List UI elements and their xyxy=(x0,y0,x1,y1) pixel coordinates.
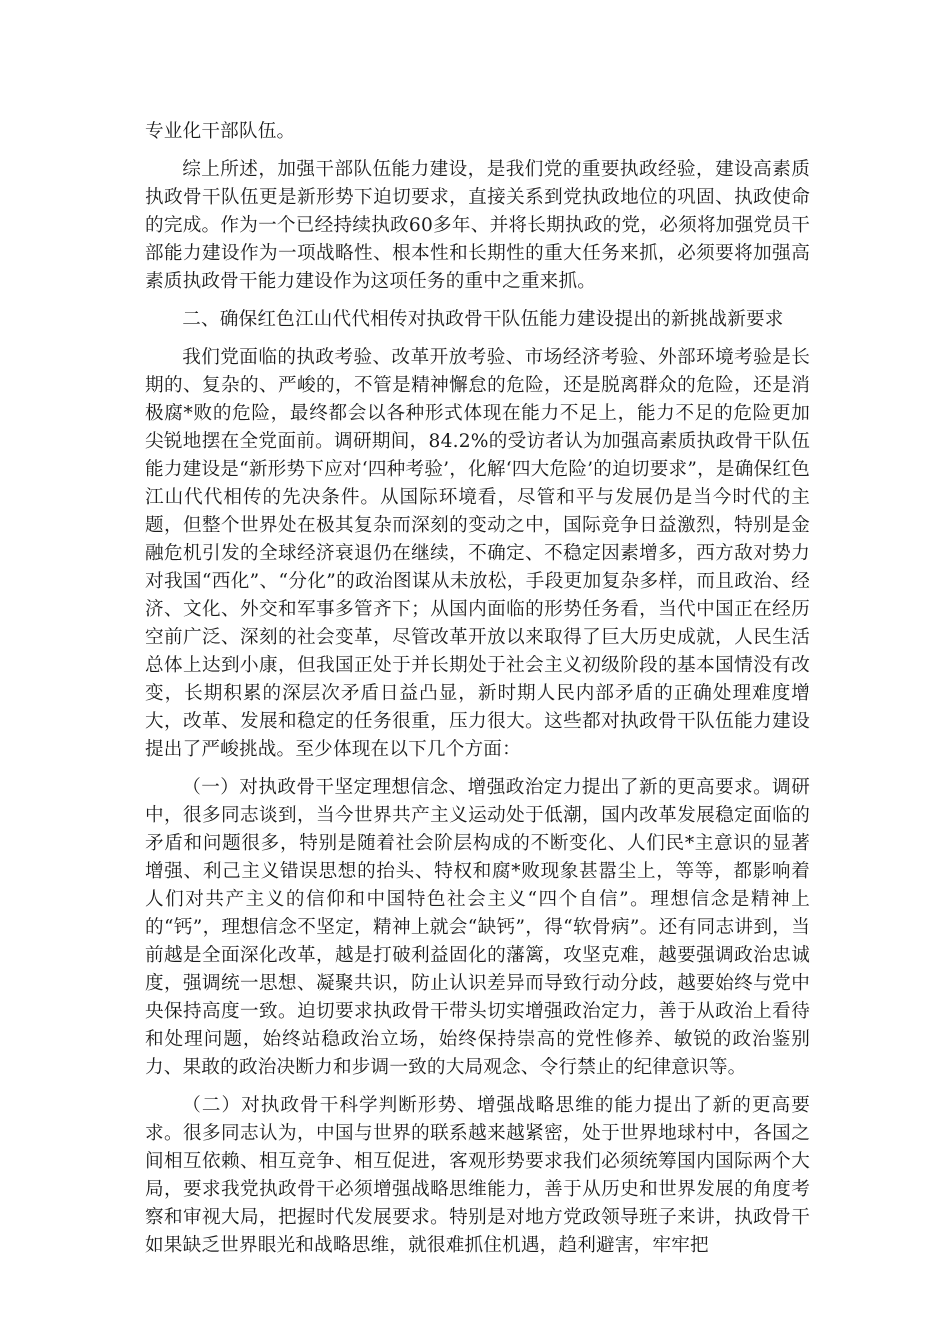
paragraph-challenges: 我们党面临的执政考验、改革开放考验、市场经济考验、外部环境考验是长期的、复杂的、严峻的，不管是精神懈怠的危险，还是脱离群众的危险，还是消极腐*败的危险，最终都会以各种形式体现在能力不足上，能力不足的危险更加尖锐地摆在全党面前。调研期间，84.2%的受访者认为加强高素质执政骨干队伍能力建设是“新形势下应对‘四种考验’，化解‘四大危险’的迫切要求”，是确保红色江山代代相传的先决条件。从国际环境看，尽管和平与发展仍是当今时代的主题，但整个世界处在极其复杂而深刻的变动之中，国际竞争日益激烈，特别是金融危机引发的全球经济衰退仍在继续，不确定、不稳定因素增多，西方敌对势力对我国“西化”、“分化”的政治图谋从未放松，手段更加复杂多样，而且政治、经济、文化、外交和军事多管齐下；从国内面临的形势任务看，当代中国正在经历空前广泛、深刻的社会变革，尽管改革开放以来取得了巨大历史成就，人民生活总体上达到小康，但我国正处于并长期处于社会主义初级阶段的基本国情没有改变，长期积累的深层次矛盾日益凸显，新时期人民内部矛盾的正确处理难度增大，改革、发展和稳定的任务很重，压力很大。这些都对执政骨干队伍能力建设提出了严峻挑战。至少体现在以下几个方面： xyxy=(145,347,810,760)
paragraph-summary: 综上所述，加强干部队伍能力建设，是我们党的重要执政经验，建设高素质执政骨干队伍更是新形势下迫切要求，直接关系到党执政地位的巩固、执政使命的完成。作为一个已经持续执政60多年、并将长期执政的党，必须将加强党员干部能力建设作为一项战略性、根本性和长期性的重大任务来抓，必须要将加强高素质执政骨干能力建设作为这项任务的重中之重来抓。 xyxy=(145,159,810,292)
document-page xyxy=(145,118,810,1270)
paragraph-point-one: （一）对执政骨干坚定理想信念、增强政治定力提出了新的更高要求。调研中，很多同志谈到，当今世界共产主义运动处于低潮，国内改革发展稳定面临的矛盾和问题很多，特别是随着社会阶层构成的不断变化、人们民*主意识的显著增强、利己主义错误思想的抬头、特权和腐*败现象甚嚣尘上，等等，都影响着人们对共产主义的信仰和中国特色社会主义“四个自信”。理想信念是精神上的“钙”，理想信念不坚定，精神上就会“缺钙”，得“软骨病”。还有同志讲到，当前越是全面深化改革，越是打破利益固化的藩篱，攻坚克难，越要强调政治忠诚度，强调统一思想、凝聚共识，防止认识差异而导致行动分歧，越要始终与党中央保持高度一致。迫切要求执政骨干带头切实增强政治定力，善于从政治上看待和处理问题，始终站稳政治立场，始终保持崇高的党性修养、敏锐的政治鉴别力、果敢的政治决断力和步调一致的大局观念、令行禁止的纪律意识等。 xyxy=(145,777,810,1078)
section-heading: 二、确保红色江山代代相传对执政骨干队伍能力建设提出的新挑战新要求 xyxy=(182,309,784,330)
paragraph-point-two: （二）对执政骨干科学判断形势、增强战略思维的能力提出了新的更高要求。很多同志认为，中国与世界的联系越来越紧密，处于世界地球村中，各国之间相互依赖、相互竞争、相互促进，客观形势要求我们必须统筹国内国际两个大局，要求我党执政骨干必须增强战略思维能力，善于从历史和世界发展的角度考察和审视大局，把握时代发展要求。特别是对地方党政领导班子来讲，执政骨干如果缺乏世界眼光和战略思维，就很难抓住机遇，趋利避害，牢牢把 xyxy=(145,1095,810,1256)
paragraph-continuation: 专业化干部队伍。 xyxy=(145,121,296,142)
